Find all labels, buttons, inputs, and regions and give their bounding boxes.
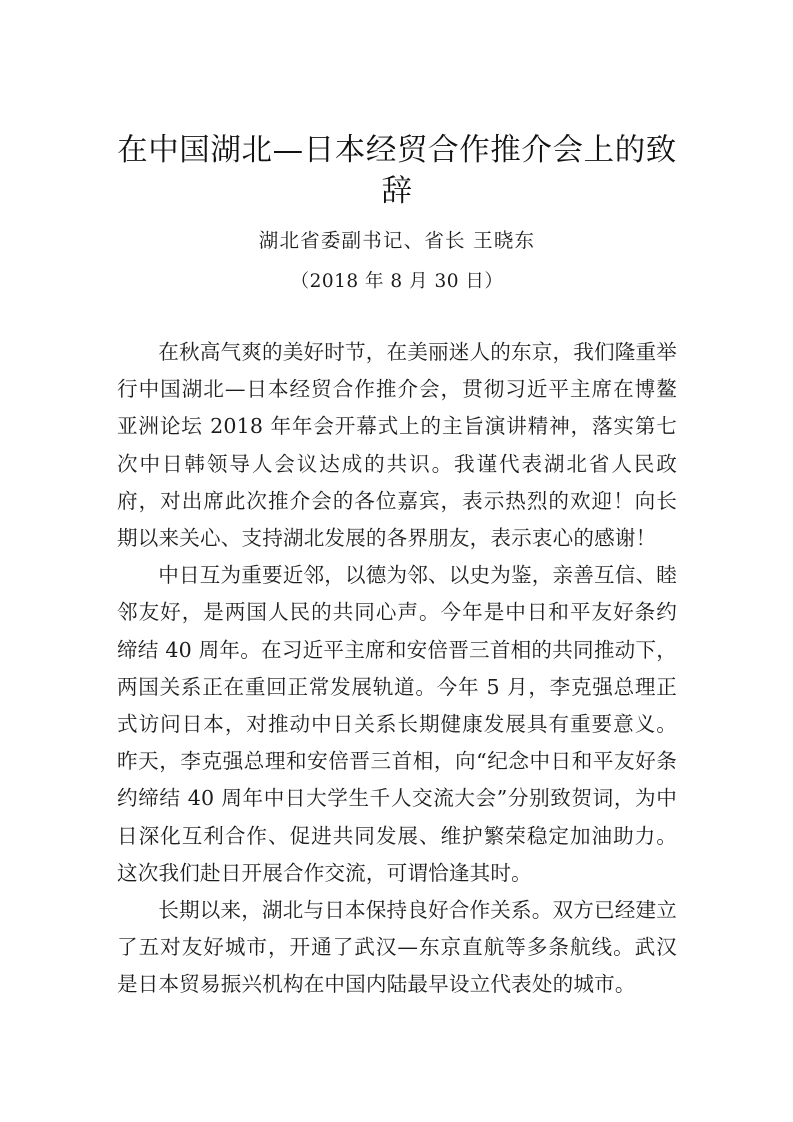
title-block: [112, 130, 682, 295]
date-line: （2018 年 8 月 30 日）: [290, 271, 504, 292]
body-paragraph: 在秋高气爽的美好时节，在美丽迷人的东京，我们隆重举行中国湖北—日本经贸合作推介会，贯彻习近平主席在博鳌亚洲论坛 2018 年年会开幕式上的主旨演讲精神，落实第七次中日韩领导人会议达成的共识。我谨代表湖北省人民政府，对出席此次推介会的各位嘉宾，表示热烈的欢迎！向长期以来关心、支持湖北发展的各界朋友，表示衷心的感谢！: [117, 340, 677, 551]
body-paragraph: 中日互为重要近邻，以德为邻、以史为鉴，亲善互信、睦邻友好，是两国人民的共同心声。今年是中日和平友好条约缔结 40 周年。在习近平主席和安倍晋三首相的共同推动下，两国关系正在重回正常发展轨道。今年 5 月，李克强总理正式访问日本，对推动中日关系长期健康发展具有重要意义。昨天，李克强总理和安倍晋三首相，向“纪念中日和平友好条约缔结 40 周年中日大学生千人交流大会”分别致贺词，为中日深化互利合作、促进共同发展、维护繁荣稳定加油助力。这次我们赴日开展合作交流，可谓恰逢其时。: [117, 563, 677, 885]
author-byline: 湖北省委副书记、省长 王晓东: [258, 229, 536, 252]
document-body: [117, 334, 677, 1004]
page-title: 在中国湖北—日本经贸合作推介会上的致辞: [117, 133, 677, 209]
body-paragraph: 长期以来，湖北与日本保持良好合作关系。双方已经建立了五对友好城市，开通了武汉—东京直航等多条航线。武汉是日本贸易振兴机构在中国内陆最早设立代表处的城市。: [117, 898, 677, 997]
